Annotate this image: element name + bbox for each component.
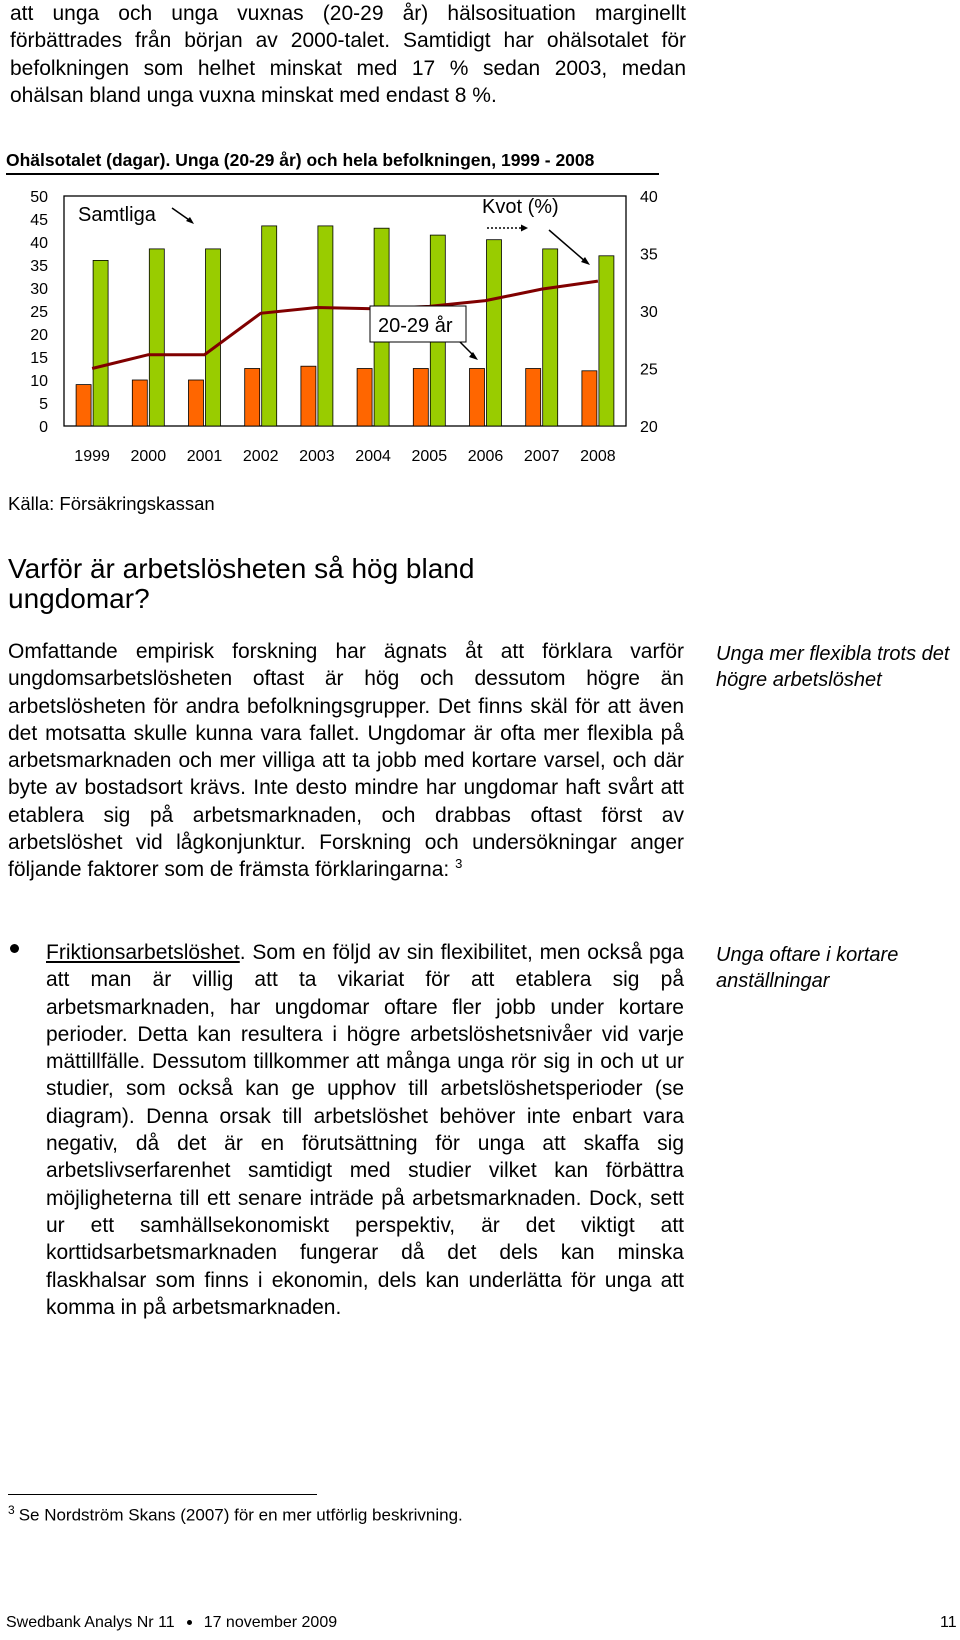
chart-title-rule — [6, 173, 659, 175]
footnote-reference: 3 — [455, 856, 463, 872]
left-tick-20: 20 — [30, 327, 48, 344]
bar-samtliga-2002 — [262, 226, 277, 426]
annotation-20-29: 20-29 år — [378, 315, 453, 337]
left-tick-5: 5 — [39, 396, 48, 413]
bar-20-29-2005 — [413, 369, 428, 427]
bar-samtliga-2001 — [206, 249, 221, 426]
left-axis-ticks — [30, 189, 48, 436]
bar-20-29-2008 — [582, 371, 597, 426]
annotation-samtliga: Samtliga — [78, 204, 156, 226]
bar-samtliga-2007 — [543, 249, 558, 426]
footnote — [8, 1503, 463, 1526]
bar-20-29-1999 — [76, 385, 91, 426]
bar-20-29-2002 — [245, 369, 260, 427]
x-tick-2007: 2007 — [523, 448, 560, 465]
left-tick-45: 45 — [30, 212, 48, 229]
bar-20-29-2004 — [357, 369, 372, 427]
bar-20-29-2003 — [301, 366, 316, 426]
bullet-icon — [10, 944, 19, 953]
left-tick-40: 40 — [30, 235, 48, 252]
kvot-legend-arrowhead — [521, 225, 528, 232]
footer-publication: Swedbank Analys Nr 11 — [6, 1614, 175, 1631]
x-tick-2006: 2006 — [467, 448, 504, 465]
x-tick-2005: 2005 — [411, 448, 448, 465]
bullet-body: . Som en följd av sin flexibilitet, men också pga att man är villig att ta vikariat för att etablera sig på arbetsmarknaden, har ungdomar oftare fler jobb under kortare perioder. Detta kan resultera i högre arbetslöshetsnivåer vid varje mättillfälle. Dessutom tillkommer att många unga rör sig in och ut ur studier, som också kan ge upphov till arbetslöshetsperioder (se diagram). Denna orsak till arbetslöshet behöver inte enbart vara negativ, då det är en förutsättning för unga att skaffa sig arbetslivserfarenhet samtidigt med studier vilket kan förbättra möjligheterna till ett senare inträde på arbetsmarknaden. Dock, sett ur ett samhällsekonomiskt perspektiv, är det viktigt att korttidsarbetsmarknaden fungerar då det dels kan minska flaskhalsar som finns i ekonomin, dels kan underlätta för unga att komma in på arbetsmarknaden. — [46, 941, 684, 1319]
footer-separator-dot — [187, 1620, 192, 1625]
footnote-text: Se Nordström Skans (2007) för en mer utförlig beskrivning. — [18, 1505, 463, 1525]
right-tick-25: 25 — [640, 361, 658, 379]
bullet-term: Friktionsarbetslöshet — [46, 941, 240, 964]
right-tick-20: 20 — [640, 419, 658, 436]
bar-samtliga-2006 — [487, 240, 502, 426]
bullet-item — [46, 939, 684, 1321]
bar-20-29-2001 — [189, 380, 204, 426]
x-tick-2001: 2001 — [186, 448, 223, 465]
x-tick-2004: 2004 — [355, 448, 391, 465]
right-tick-35: 35 — [640, 246, 658, 264]
x-tick-2008: 2008 — [580, 448, 616, 465]
right-tick-30: 30 — [640, 304, 658, 321]
sickness-chart — [0, 176, 680, 476]
left-tick-10: 10 — [30, 373, 48, 390]
bar-20-29-2000 — [132, 380, 147, 426]
page-number: 11 — [940, 1614, 957, 1631]
series-kvot-line — [92, 281, 598, 368]
section-heading: Varför är arbetslösheten så hög bland ungdomar? — [8, 553, 475, 614]
left-tick-35: 35 — [30, 258, 48, 275]
x-tick-2003: 2003 — [299, 448, 335, 465]
bar-20-29-2007 — [526, 369, 541, 427]
footnote-number: 3 — [8, 1503, 15, 1517]
annotation-kvot: Kvot (%) — [482, 196, 559, 218]
chart-title: Ohälsotalet (dagar). Unga (20-29 år) och hela befolkningen, 1999 - 2008 — [6, 150, 595, 170]
intro-paragraph: att unga och unga vuxnas (20-29 år) hälsosituation marginellt förbättrades från början av 2000-talet. Samtidigt har ohälsotalet för befolkningen som helhet minskat med 17 % sedan 2003, medan ohälsan bland unga vuxna minskat med endast 8 %. — [10, 2, 686, 107]
x-tick-2002: 2002 — [242, 448, 279, 465]
bar-20-29-2006 — [470, 369, 485, 427]
plot-frame — [64, 196, 626, 426]
footer-date: 17 november 2009 — [203, 1614, 338, 1631]
left-tick-0: 0 — [39, 419, 48, 436]
bar-samtliga-1999 — [93, 260, 108, 426]
chart-source: Källa: Försäkringskassan — [8, 493, 215, 514]
side-note-flexible: Unga mer flexibla trots det högre arbetslöshet — [716, 643, 950, 691]
footnote-separator — [8, 1494, 317, 1495]
body-paragraph — [8, 638, 684, 884]
body-text: Omfattande empirisk forskning har ägnats åt att förklara varför ungdomsarbetslösheten oftast är hög och dessutom högre än arbetslösheten för andra befolkningsgrupper. Det finns skäl för att även det motsatta skulle kunna vara fallet. Ungdomar är ofta mer flexibla på arbetsmarknaden och mer villiga att ta jobb med kortare varsel, och där byte av bostadsort krävs. Inte desto mindre har ungdomar haft svårt att etablera sig på arbetsmarknaden, och drabbas oftast först av arbetslöshet vid lågkonjunktur. Forskning och undersökningar anger följande faktorer som de främsta förklaringarna: — [8, 640, 684, 882]
side-note-short-term: Unga oftare i kortare anställningar — [716, 944, 899, 992]
bar-samtliga-2003 — [318, 226, 333, 426]
left-tick-25: 25 — [30, 304, 48, 321]
x-tick-1999: 1999 — [74, 448, 110, 465]
bar-samtliga-2000 — [149, 249, 164, 426]
right-axis-ticks — [640, 189, 658, 436]
x-tick-2000: 2000 — [130, 448, 167, 465]
x-axis-ticks — [74, 448, 615, 465]
bar-samtliga-2008 — [599, 256, 614, 426]
right-tick-40: 40 — [640, 189, 658, 206]
page-footer — [6, 1614, 337, 1632]
left-tick-30: 30 — [30, 281, 48, 298]
left-tick-50: 50 — [30, 189, 48, 206]
left-tick-15: 15 — [30, 350, 48, 367]
